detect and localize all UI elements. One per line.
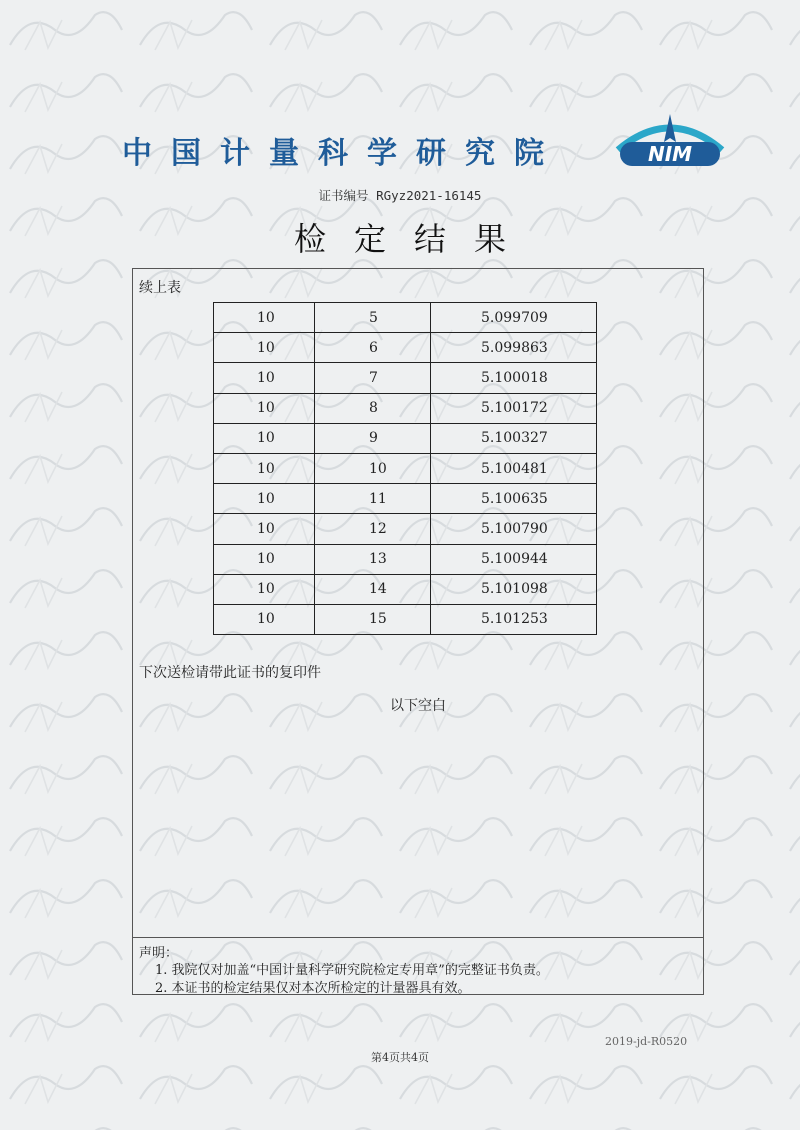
table-cell: 10 — [214, 303, 315, 333]
nim-logo-icon — [614, 112, 726, 170]
table-cell: 5.100481 — [431, 453, 597, 483]
svg-text:NIM: NIM — [647, 142, 693, 166]
table-cell: 13 — [315, 544, 431, 574]
table-cell: 10 — [214, 484, 315, 514]
table-row — [214, 453, 597, 483]
table-cell: 10 — [214, 393, 315, 423]
table-cell: 10 — [214, 453, 315, 483]
table-row — [214, 484, 597, 514]
table-row — [214, 514, 597, 544]
table-cell: 6 — [315, 333, 431, 363]
table-cell: 5.100944 — [431, 544, 597, 574]
table-cell: 7 — [315, 363, 431, 393]
continued-label: 续上表 — [139, 280, 181, 296]
certificate-number — [0, 186, 800, 204]
declaration-title: 声明： — [139, 946, 179, 961]
blank-below-text: 以下空白 — [390, 698, 446, 714]
declaration-item: 2. 本证书的检定结果仅对本次所检定的计量器具有效。 — [155, 981, 471, 996]
table-cell: 10 — [214, 574, 315, 604]
table-cell: 12 — [315, 514, 431, 544]
declaration-section — [133, 937, 703, 996]
table-cell: 5.100790 — [431, 514, 597, 544]
table-cell: 10 — [214, 333, 315, 363]
table-row — [214, 303, 597, 333]
table-cell: 11 — [315, 484, 431, 514]
table-row — [214, 574, 597, 604]
resubmit-notice: 下次送检请带此证书的复印件 — [139, 665, 321, 681]
table-row — [214, 604, 597, 634]
form-code: 2019-jd-R0520 — [605, 1035, 688, 1048]
table-cell: 15 — [315, 604, 431, 634]
certificate-number-label: 证书编号 — [318, 188, 369, 203]
page-title: 检定结果 — [293, 220, 534, 258]
table-cell: 10 — [214, 363, 315, 393]
table-row — [214, 363, 597, 393]
table-cell: 10 — [214, 514, 315, 544]
table-cell: 5.100327 — [431, 423, 597, 453]
declaration-item: 1. 我院仅对加盖“中国计量科学研究院检定专用章”的完整证书负责。 — [155, 963, 549, 978]
table-cell: 9 — [315, 423, 431, 453]
table-row — [214, 333, 597, 363]
table-cell: 5.100018 — [431, 363, 597, 393]
table-row — [214, 423, 597, 453]
table-row — [214, 393, 597, 423]
table-cell: 10 — [315, 453, 431, 483]
table-cell: 10 — [214, 604, 315, 634]
table-cell: 5.101253 — [431, 604, 597, 634]
certificate-number-value: RGyz2021-16145 — [376, 188, 482, 203]
table-cell: 8 — [315, 393, 431, 423]
table-cell: 14 — [315, 574, 431, 604]
institute-name: 中国计量科学研究院 — [122, 136, 563, 171]
table-cell: 10 — [214, 423, 315, 453]
table-cell: 10 — [214, 544, 315, 574]
table-cell: 5.100172 — [431, 393, 597, 423]
table-cell: 5.100635 — [431, 484, 597, 514]
table-cell: 5.101098 — [431, 574, 597, 604]
page-number: 第4页共4页 — [371, 1051, 429, 1064]
results-table — [213, 302, 597, 635]
table-row — [214, 544, 597, 574]
results-frame — [132, 268, 704, 995]
table-cell: 5.099863 — [431, 333, 597, 363]
table-cell: 5.099709 — [431, 303, 597, 333]
table-cell: 5 — [315, 303, 431, 333]
